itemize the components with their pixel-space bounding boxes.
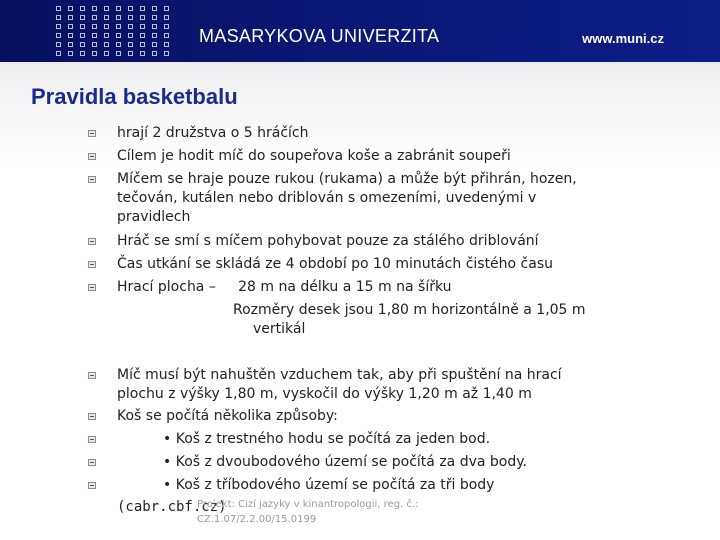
bullet-icon: [88, 176, 96, 183]
footer-line-1: Projekt: Cizí jazyky v kinantropologii, reg. č.:: [197, 499, 419, 510]
bullet-icon: [88, 238, 96, 245]
university-logo-grid: [54, 4, 174, 58]
bullet-icon: [88, 284, 96, 291]
university-url[interactable]: www.muni.cz: [582, 31, 664, 46]
bullet-text: Čas utkání se skládá ze 4 období po 10 minutách čistého času: [117, 256, 554, 272]
backboard-dimensions-text: Rozměry desek jsou 1,80 m horizontálně a 1,05 m: [233, 302, 586, 318]
bullet-icon: [88, 153, 96, 160]
source-citation: (cabr.cbf.cz): [117, 499, 227, 515]
bullet-icon: [88, 130, 96, 137]
bullet-text-continuation: pravidlech: [117, 209, 191, 225]
bullet-text: Koš se počítá několika způsoby:: [117, 408, 338, 424]
header-bar: [0, 0, 720, 62]
bullet-icon: [88, 261, 96, 268]
bullet-icon: [88, 436, 96, 443]
bullet-text: Hrací plocha – 28 m na délku a 15 m na šířku: [117, 279, 452, 295]
bullet-icon: [88, 482, 96, 489]
slide-title: Pravidla basketbalu: [31, 84, 238, 109]
project-footer: [197, 497, 418, 527]
bullet-text-continuation: tečován, kutálen nebo driblován s omezeními, uvedenými v: [117, 190, 537, 206]
bullet-icon: [88, 459, 96, 466]
scoring-item: • Koš z dvoubodového území se počítá za dva body.: [163, 454, 527, 470]
university-name: MASARYKOVA UNIVERZITA: [199, 26, 440, 46]
bullet-text: Míč musí být nahuštěn vzduchem tak, aby při spuštění na hrací: [117, 367, 562, 383]
scoring-item: • Koš z tříbodového území se počítá za tři body: [163, 477, 495, 493]
bullet-text: Cílem je hodit míč do soupeřova koše a zabránit soupeři: [117, 148, 511, 164]
bullet-text-continuation: plochu z výšky 1,80 m, vyskočil do výšky 1,20 m až 1,40 m: [117, 386, 532, 402]
bullet-text: hrají 2 družstva o 5 hráčích: [117, 125, 309, 141]
scoring-item: • Koš z trestného hodu se počítá za jeden bod.: [163, 431, 491, 447]
bullet-text: Míčem se hraje pouze rukou (rukama) a může být přihrán, hozen,: [117, 171, 577, 187]
bullet-icon: [88, 413, 96, 420]
backboard-dimensions-continuation: vertikál: [253, 321, 306, 337]
bullet-icon: [88, 372, 96, 379]
footer-line-2: CZ.1.07/2.2.00/15.0199: [197, 514, 317, 525]
bullet-text: Hráč se smí s míčem pohybovat pouze za stálého driblování: [117, 233, 539, 249]
